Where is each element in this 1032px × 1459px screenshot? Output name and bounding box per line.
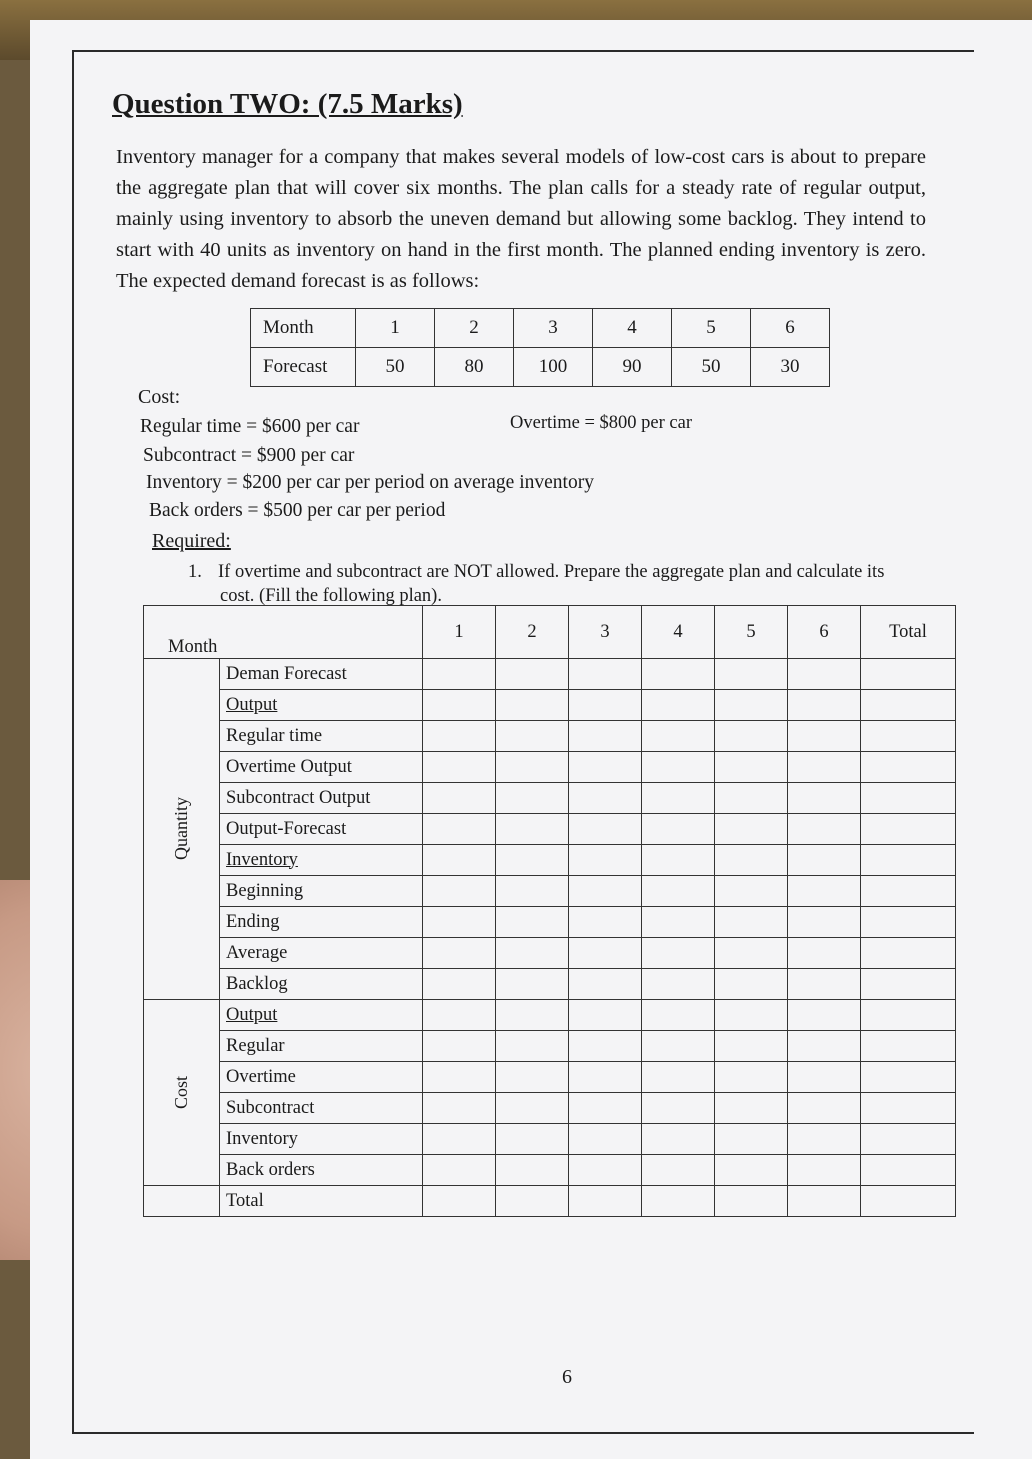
plan-row [144, 845, 956, 876]
plan-empty-cell [642, 969, 715, 1000]
plan-empty-cell [496, 659, 569, 690]
plan-empty-cell [569, 783, 642, 814]
plan-empty-cell [423, 690, 496, 721]
plan-empty-cell [861, 907, 956, 938]
plan-empty-cell [715, 783, 788, 814]
forecast-table [250, 308, 830, 387]
forecast-cell: 90 [593, 348, 672, 387]
plan-empty-cell [715, 814, 788, 845]
plan-empty-cell [496, 1124, 569, 1155]
plan-row [144, 752, 956, 783]
plan-empty-cell [496, 876, 569, 907]
plan-empty-cell [423, 938, 496, 969]
plan-empty-cell [861, 938, 956, 969]
plan-column-header: 3 [569, 606, 642, 659]
plan-empty-cell [715, 1124, 788, 1155]
plan-empty-cell [715, 1093, 788, 1124]
plan-empty-cell [642, 1124, 715, 1155]
plan-empty-cell [496, 690, 569, 721]
plan-empty-cell [423, 659, 496, 690]
plan-empty-cell [569, 907, 642, 938]
plan-empty-cell [788, 1124, 861, 1155]
plan-empty-cell [715, 659, 788, 690]
cost-section-label [144, 1000, 220, 1186]
cost-inventory: Inventory = $200 per car per period on average inventory [146, 472, 594, 493]
plan-row-label: Deman Forecast [220, 659, 423, 690]
page-number: 6 [562, 1366, 572, 1388]
plan-empty-cell [496, 1000, 569, 1031]
plan-empty-cell [861, 814, 956, 845]
plan-empty-cell [861, 1124, 956, 1155]
plan-empty-cell [423, 1031, 496, 1062]
plan-row-label: Overtime [220, 1062, 423, 1093]
forecast-header: Forecast [251, 348, 356, 387]
plan-empty-cell [423, 1000, 496, 1031]
plan-empty-cell [861, 1000, 956, 1031]
plan-empty-cell [715, 938, 788, 969]
plan-empty-cell [642, 659, 715, 690]
intro-paragraph: Inventory manager for a company that makes several models of low-cost cars is about to prepare the aggregate plan that will cover six months. The plan calls for a steady rate of regular output, mainly using inventory to absorb the uneven demand but allowing some backlog. They intend to start with 40 units as inventory on hand in the first month. The planned ending inventory is zero. The expected demand forecast is as follows: [116, 146, 926, 292]
plan-empty-cell [569, 1062, 642, 1093]
plan-empty-cell [861, 969, 956, 1000]
forecast-cell: 100 [514, 348, 593, 387]
plan-empty-cell [861, 752, 956, 783]
forecast-cell: 50 [672, 348, 751, 387]
plan-row-label: Backlog [220, 969, 423, 1000]
plan-row [144, 659, 956, 690]
plan-empty-cell [569, 1093, 642, 1124]
plan-empty-cell [496, 907, 569, 938]
plan-empty-cell [642, 1000, 715, 1031]
plan-empty-cell [861, 659, 956, 690]
plan-row-label: Ending [220, 907, 423, 938]
month-cell: 5 [672, 309, 751, 348]
plan-row-label: Output [220, 690, 423, 721]
plan-empty-cell [788, 969, 861, 1000]
forecast-table-forecast-row [251, 348, 830, 387]
plan-empty-cell [569, 969, 642, 1000]
plan-empty-cell [496, 814, 569, 845]
plan-empty-cell [642, 752, 715, 783]
plan-empty-cell [788, 907, 861, 938]
plan-empty-cell [715, 969, 788, 1000]
plan-row-label: Beginning [220, 876, 423, 907]
cost-label: Cost: [138, 386, 181, 408]
month-cell: 2 [435, 309, 514, 348]
plan-row [144, 938, 956, 969]
plan-empty-cell [569, 845, 642, 876]
plan-row-label: Output [220, 1000, 423, 1031]
forecast-cell: 50 [356, 348, 435, 387]
required-heading: Required: [152, 530, 231, 552]
plan-empty-cell [423, 1062, 496, 1093]
plan-empty-cell [496, 1186, 569, 1217]
plan-empty-cell [496, 1031, 569, 1062]
plan-empty-cell [569, 659, 642, 690]
plan-empty-cell [788, 1155, 861, 1186]
plan-empty-cell [642, 1062, 715, 1093]
plan-empty-cell [788, 690, 861, 721]
plan-empty-cell [569, 938, 642, 969]
plan-row [144, 783, 956, 814]
plan-empty-cell [715, 876, 788, 907]
plan-row-label: Inventory [220, 1124, 423, 1155]
plan-empty-cell [642, 876, 715, 907]
plan-empty-cell [496, 969, 569, 1000]
plan-empty-cell [496, 1062, 569, 1093]
plan-column-header: 1 [423, 606, 496, 659]
quantity-section-label-text: Quantity [171, 797, 191, 860]
plan-total-header: Total [861, 606, 956, 659]
plan-empty-cell [788, 1186, 861, 1217]
plan-empty-cell [788, 1000, 861, 1031]
task-number: 1. [188, 562, 202, 582]
plan-row-label: Overtime Output [220, 752, 423, 783]
plan-empty-cell [861, 1031, 956, 1062]
plan-empty-cell [715, 1186, 788, 1217]
plan-row-label: Inventory [220, 845, 423, 876]
plan-empty-cell [715, 690, 788, 721]
plan-empty-cell [642, 721, 715, 752]
plan-empty-cell [642, 1186, 715, 1217]
month-cell: 6 [751, 309, 830, 348]
plan-row-label: Subcontract [220, 1093, 423, 1124]
plan-empty-cell [569, 1000, 642, 1031]
forecast-cell: 30 [751, 348, 830, 387]
plan-empty-cell [642, 907, 715, 938]
plan-empty-cell [569, 876, 642, 907]
plan-empty-cell [496, 721, 569, 752]
plan-empty-cell [642, 1093, 715, 1124]
plan-empty-cell [569, 721, 642, 752]
plan-column-header: 2 [496, 606, 569, 659]
plan-empty-cell [861, 690, 956, 721]
plan-empty-cell [715, 752, 788, 783]
plan-header-row [144, 606, 956, 659]
plan-empty-cell [788, 659, 861, 690]
plan-row-label: Regular time [220, 721, 423, 752]
plan-empty-cell [861, 721, 956, 752]
plan-row-label: Back orders [220, 1155, 423, 1186]
plan-row-label: Subcontract Output [220, 783, 423, 814]
forecast-cell: 80 [435, 348, 514, 387]
task-1 [188, 560, 918, 608]
plan-empty-cell [642, 938, 715, 969]
plan-row [144, 814, 956, 845]
plan-total-spacer [144, 1186, 220, 1217]
plan-empty-cell [642, 783, 715, 814]
cost-subcontract: Subcontract = $900 per car [143, 445, 355, 466]
plan-empty-cell [496, 845, 569, 876]
plan-empty-cell [715, 907, 788, 938]
plan-empty-cell [788, 845, 861, 876]
plan-empty-cell [569, 1031, 642, 1062]
plan-empty-cell [715, 1031, 788, 1062]
plan-empty-cell [496, 783, 569, 814]
cost-back-orders: Back orders = $500 per car per period [149, 500, 446, 521]
plan-empty-cell [423, 907, 496, 938]
plan-row [144, 1062, 956, 1093]
plan-empty-cell [861, 1186, 956, 1217]
plan-total-row [144, 1186, 956, 1217]
plan-row [144, 1155, 956, 1186]
question-title: Question TWO: (7.5 Marks) [112, 88, 463, 120]
plan-column-header: 5 [715, 606, 788, 659]
plan-empty-cell [423, 783, 496, 814]
cost-overtime: Overtime = $800 per car [510, 413, 693, 433]
plan-empty-cell [788, 1062, 861, 1093]
plan-empty-cell [423, 969, 496, 1000]
plan-empty-cell [569, 752, 642, 783]
plan-empty-cell [715, 1155, 788, 1186]
month-header: Month [251, 309, 356, 348]
plan-empty-cell [423, 1155, 496, 1186]
plan-empty-cell [569, 690, 642, 721]
plan-row [144, 876, 956, 907]
plan-empty-cell [788, 1093, 861, 1124]
plan-row [144, 907, 956, 938]
plan-row [144, 1124, 956, 1155]
cost-section-label-text: Cost [170, 1075, 191, 1109]
plan-empty-cell [788, 752, 861, 783]
plan-empty-cell [788, 783, 861, 814]
plan-empty-cell [569, 1124, 642, 1155]
quantity-section-label [144, 659, 220, 1000]
plan-empty-cell [861, 1155, 956, 1186]
plan-row-label: Regular [220, 1031, 423, 1062]
task-line-1: If overtime and subcontract are NOT allowed. Prepare the aggregate plan and calculate its [218, 562, 885, 582]
plan-total-label: Total [220, 1186, 423, 1217]
month-cell: 1 [356, 309, 435, 348]
month-cell: 4 [593, 309, 672, 348]
plan-empty-cell [569, 1186, 642, 1217]
plan-row-label: Output-Forecast [220, 814, 423, 845]
plan-row [144, 969, 956, 1000]
plan-empty-cell [715, 1000, 788, 1031]
plan-empty-cell [715, 721, 788, 752]
plan-empty-cell [715, 1062, 788, 1093]
plan-row [144, 1031, 956, 1062]
aggregate-plan-table [143, 605, 956, 1217]
plan-column-header: 6 [788, 606, 861, 659]
plan-empty-cell [423, 721, 496, 752]
plan-empty-cell [642, 1155, 715, 1186]
plan-empty-cell [642, 814, 715, 845]
plan-empty-cell [423, 1124, 496, 1155]
plan-row-label: Average [220, 938, 423, 969]
plan-empty-cell [423, 752, 496, 783]
plan-empty-cell [642, 1031, 715, 1062]
plan-empty-cell [496, 938, 569, 969]
plan-empty-cell [861, 845, 956, 876]
month-cell: 3 [514, 309, 593, 348]
plan-month-header: Month [144, 606, 423, 659]
cost-regular-time: Regular time = $600 per car [140, 416, 360, 437]
plan-empty-cell [423, 845, 496, 876]
plan-empty-cell [788, 721, 861, 752]
plan-empty-cell [423, 814, 496, 845]
plan-empty-cell [569, 814, 642, 845]
plan-empty-cell [861, 1093, 956, 1124]
plan-column-header: 4 [642, 606, 715, 659]
plan-empty-cell [861, 1062, 956, 1093]
plan-row [144, 1093, 956, 1124]
plan-empty-cell [496, 752, 569, 783]
plan-empty-cell [642, 690, 715, 721]
plan-empty-cell [788, 814, 861, 845]
task-line-2: cost. (Fill the following plan). [220, 586, 442, 606]
plan-empty-cell [788, 1031, 861, 1062]
plan-empty-cell [423, 1093, 496, 1124]
plan-row [144, 1000, 956, 1031]
plan-empty-cell [496, 1093, 569, 1124]
plan-empty-cell [423, 876, 496, 907]
plan-empty-cell [861, 876, 956, 907]
forecast-table-month-row [251, 309, 830, 348]
plan-empty-cell [496, 1155, 569, 1186]
plan-empty-cell [788, 876, 861, 907]
plan-empty-cell [423, 1186, 496, 1217]
plan-row [144, 690, 956, 721]
plan-empty-cell [715, 845, 788, 876]
plan-row [144, 721, 956, 752]
plan-empty-cell [642, 845, 715, 876]
plan-empty-cell [861, 783, 956, 814]
plan-empty-cell [788, 938, 861, 969]
plan-empty-cell [569, 1155, 642, 1186]
